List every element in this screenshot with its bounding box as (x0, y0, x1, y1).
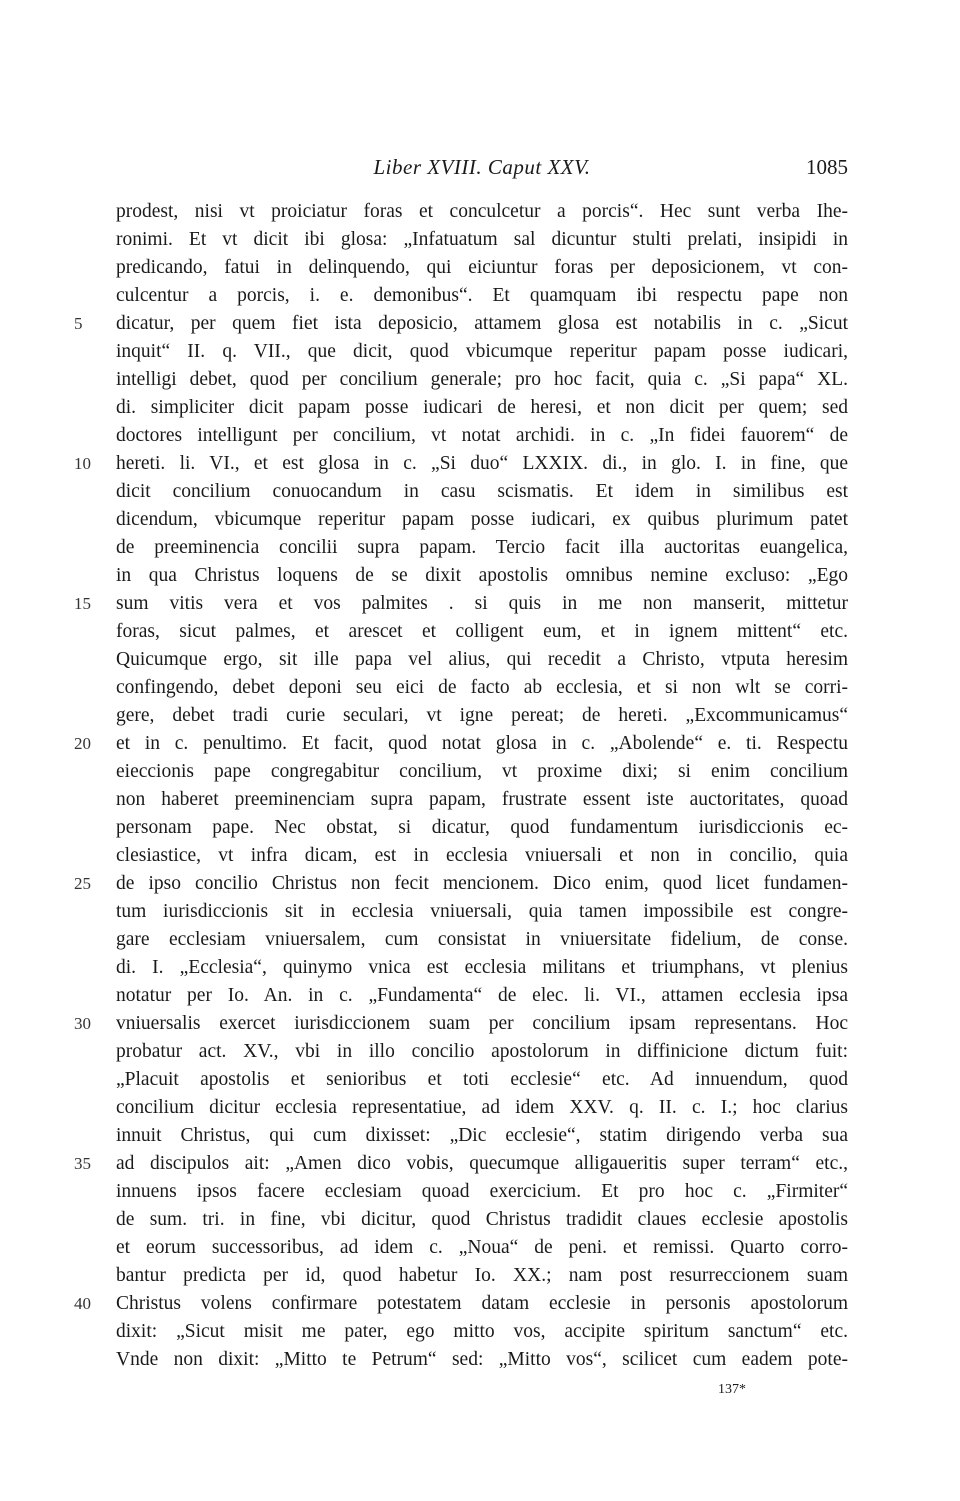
line-text: di. simpliciter dicit papam posse iudicari de heresi, et non dicit per quem; sed (116, 397, 848, 418)
line-text: tum iurisdiccionis sit in ecclesia vniuersali, quia tamen impossibile est congre- (116, 901, 848, 922)
line-text: sum vitis vera et vos palmites . si quis in me non manserit, mittetur (116, 593, 848, 614)
text-line (116, 422, 848, 450)
line-text: non haberet preeminenciam supra papam, frustrate essent iste auctoritates, quoad (116, 789, 848, 810)
text-line (116, 394, 848, 422)
line-text: clesiastice, vt infra dicam, est in ecclesia vniuersali et non in concilio, quia (116, 845, 848, 866)
line-number: 15 (74, 594, 91, 613)
line-text: ronimi. Et vt dicit ibi glosa: „Infatuatum sal dicuntur stulti prelati, insipidi in (116, 229, 848, 250)
line-number: 25 (74, 874, 91, 893)
text-line (116, 814, 848, 842)
text-line (116, 1178, 848, 1206)
line-text: hereti. li. VI., et est glosa in c. „Si duo“ LXXIX. di., in glo. I. in fine, que (116, 453, 848, 474)
text-line (116, 198, 848, 226)
line-text: bantur predicta per id, quod habetur Io. XX.; nam post resurreccionem suam (116, 1265, 848, 1286)
line-text: innuit Christus, qui cum dixisset: „Dic ecclesie“, statim dirigendo verba sua (116, 1125, 848, 1146)
line-text: gere, debet tradi curie seculari, vt igne pereat; de hereti. „Excommunicamus“ (116, 705, 848, 726)
text-line (116, 674, 848, 702)
text-line (74, 1290, 848, 1318)
page-number: 1085 (806, 155, 848, 179)
line-number: 20 (74, 734, 91, 753)
text-line (74, 870, 848, 898)
text-line (116, 618, 848, 646)
line-number: 30 (74, 1014, 91, 1033)
text-line (116, 562, 848, 590)
line-text: „Placuit apostolis et senioribus et toti ecclesie“ etc. Ad innuendum, quod (116, 1069, 848, 1090)
text-line (116, 898, 848, 926)
line-text: probatur act. XV., vbi in illo concilio apostolorum in diffinicione dictum fuit: (116, 1041, 848, 1062)
line-text: concilium dicitur ecclesia representatiue, ad idem XXV. q. II. c. I.; hoc clarius (116, 1097, 848, 1118)
text-line (116, 982, 848, 1010)
line-text: doctores intelligunt per concilium, vt notat archidi. in c. „In fidei fauorem“ de (116, 425, 848, 446)
line-text: intelligi debet, quod per concilium generale; pro hoc facit, quia c. „Si papa“ XL. (116, 369, 848, 390)
line-text: eieccionis pape congregabitur concilium, vt proxime dixi; si enim concilium (116, 761, 848, 782)
line-text: dicit concilium conuocandum in casu scismatis. Et idem in similibus est (116, 481, 848, 502)
text-line (74, 590, 848, 618)
text-line (116, 954, 848, 982)
text-line (116, 254, 848, 282)
line-number: 40 (74, 1294, 91, 1313)
text-line (116, 1262, 848, 1290)
running-title: Liber XVIII. Caput XXV. (373, 155, 591, 179)
line-text: dicatur, per quem fiet ista deposicio, attamem glosa est notabilis in c. „Sicut (116, 313, 848, 334)
text-line (74, 310, 848, 338)
text-line (116, 1122, 848, 1150)
line-text: gare ecclesiam vniuersalem, cum consistat in vniuersitate fidelium, de conse. (116, 929, 848, 950)
line-text: Quicumque ergo, sit ille papa vel alius, qui recedit a Christo, vtputa heresim (116, 649, 848, 670)
text-line (116, 282, 848, 310)
line-text: innuens ipsos facere ecclesiam quoad exercicium. Et pro hoc c. „Firmiter“ (116, 1181, 848, 1202)
text-line (116, 534, 848, 562)
line-number: 5 (74, 314, 83, 333)
line-text: ad discipulos ait: „Amen dico vobis, quecumque alligaueritis super terram“ etc., (116, 1153, 848, 1174)
line-text: foras, sicut palmes, et arescet et colligent eum, et in ignem mittent“ etc. (116, 621, 848, 642)
text-line (116, 1038, 848, 1066)
text-line (116, 366, 848, 394)
text-line (116, 1346, 848, 1374)
line-text: de ipso concilio Christus non fecit mencionem. Dico enim, quod licet fundamen- (116, 873, 848, 894)
line-text: prodest, nisi vt proiciatur foras et conculcetur a porcis“. Hec sunt verba Ihe- (116, 201, 848, 222)
line-text: personam pape. Nec obstat, si dicatur, quod fundamentum iurisdiccionis ec- (116, 817, 848, 838)
page-header (116, 155, 848, 187)
text-line (116, 478, 848, 506)
text-line (116, 226, 848, 254)
line-text: confingendo, debet deponi seu eici de facto ab ecclesia, et si non wlt se corri- (116, 677, 848, 698)
text-line (116, 646, 848, 674)
text-line (116, 1206, 848, 1234)
signature-mark: 137* (718, 1382, 746, 1397)
text-line (116, 506, 848, 534)
text-line (116, 1234, 848, 1262)
text-line (116, 786, 848, 814)
line-number: 35 (74, 1154, 91, 1173)
text-line (116, 758, 848, 786)
line-text: Christus volens confirmare potestatem datam ecclesie in personis apostolorum (116, 1293, 848, 1314)
text-line (116, 702, 848, 730)
line-text: notatur per Io. An. in c. „Fundamenta“ de elec. li. VI., attamen ecclesia ipsa (116, 985, 848, 1006)
line-text: et in c. penultimo. Et facit, quod notat glosa in c. „Abolende“ e. ti. Respectu (116, 733, 848, 754)
text-line (116, 842, 848, 870)
line-text: culcentur a porcis, i. e. demonibus“. Et quamquam ibi respectu pape non (116, 285, 848, 306)
line-text: de sum. tri. in fine, vbi dicitur, quod Christus tradidit claues ecclesie apostolis (116, 1209, 848, 1230)
text-line (116, 1066, 848, 1094)
text-line (74, 1010, 848, 1038)
line-text: de preeminencia concilii supra papam. Tercio facit illa auctoritas euangelica, (116, 537, 848, 558)
body-text (74, 198, 848, 1374)
line-text: dicendum, vbicumque reperitur papam posse iudicari, ex quibus plurimum patet (116, 509, 848, 530)
line-text: predicando, fatui in delinquendo, qui eiciuntur foras per deposicionem, vt con- (116, 257, 848, 278)
line-text: Vnde non dixit: „Mitto te Petrum“ sed: „Mitto vos“, scilicet cum eadem pote- (116, 1349, 848, 1370)
line-text: in qua Christus loquens de se dixit apostolis omnibus nemine excluso: „Ego (116, 565, 848, 586)
text-line (116, 926, 848, 954)
line-number: 10 (74, 454, 91, 473)
text-line (116, 338, 848, 366)
text-line (74, 730, 848, 758)
line-text: di. I. „Ecclesia“, quinymo vnica est ecclesia militans et triumphans, vt plenius (116, 957, 848, 978)
line-text: dixit: „Sicut misit me pater, ego mitto vos, accipite spiritum sanctum“ etc. (116, 1321, 848, 1342)
text-line (74, 450, 848, 478)
line-text: vniuersalis exercet iurisdiccionem suam per concilium ipsam representans. Hoc (116, 1013, 848, 1034)
text-line (116, 1318, 848, 1346)
line-text: inquit“ II. q. VII., que dicit, quod vbicumque reperitur papam posse iudicari, (116, 341, 848, 362)
line-text: et eorum successoribus, ad idem c. „Noua“ de peni. et remissi. Quarto corro- (116, 1237, 848, 1258)
text-line (74, 1150, 848, 1178)
text-line (116, 1094, 848, 1122)
